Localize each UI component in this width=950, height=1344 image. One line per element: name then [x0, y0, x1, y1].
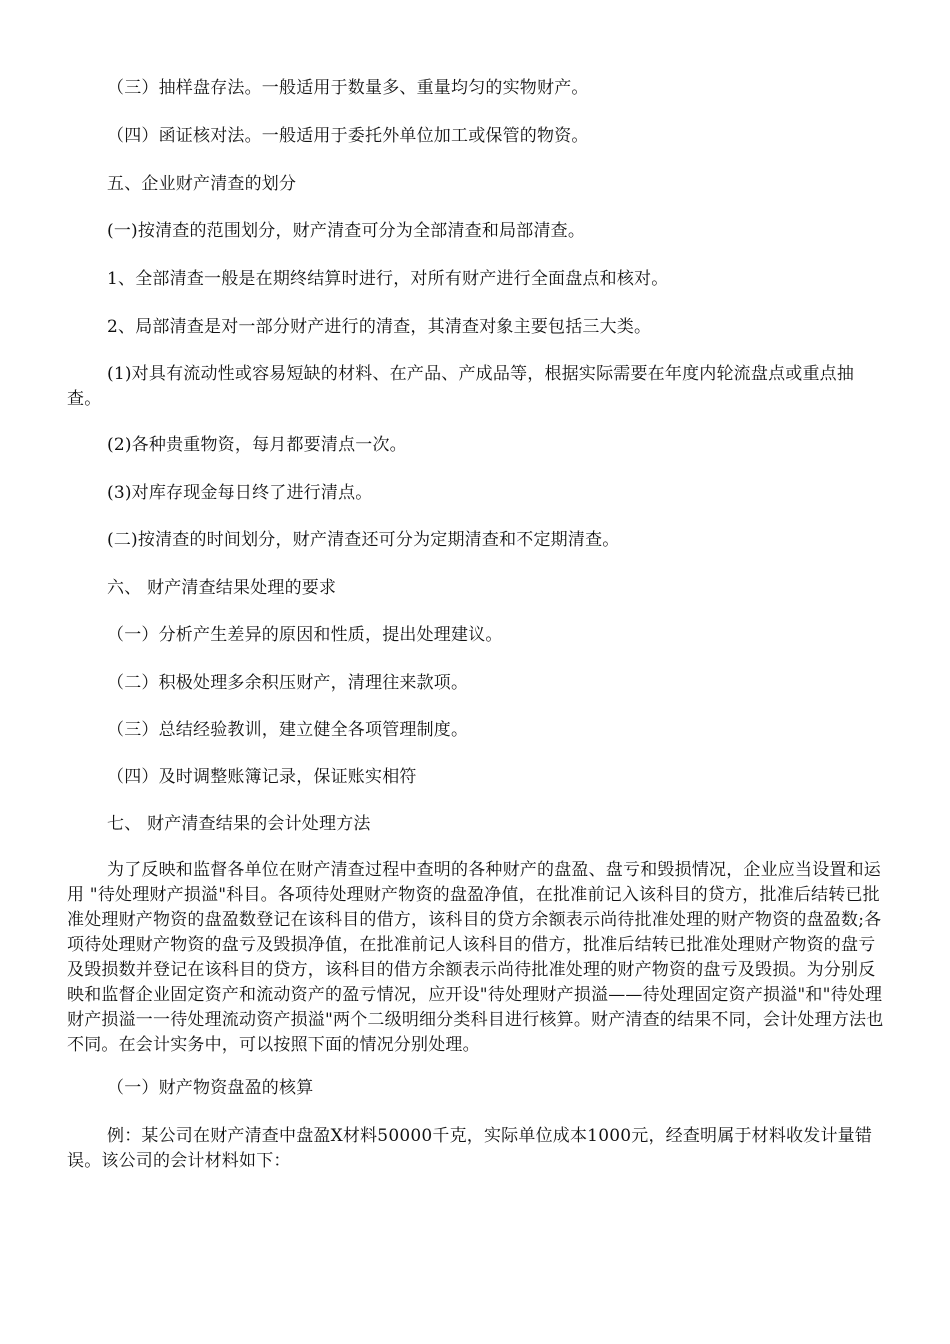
paragraph: （四）及时调整账簿记录，保证账实相符: [107, 767, 417, 787]
paragraph: (2)各种贵重物资，每月都要清点一次。: [107, 435, 407, 455]
paragraph: 为了反映和监督各单位在财产清查过程中查明的各种财产的盘盈、盘亏和毁损情况，企业应当设置和运用 "待处理财产损溢"科目。各项待处理财产物资的盘盈净值，在批准前记入该科目的贷方，批准后结转已批准处理财产物资的盘盈数登记在该科目的借方，该科目的贷方余额表示尚待批准处理的财产物资的盘盈数;各项待处理财产物资的盘亏及毁损净值，在批准前记人该科目的借方，批准后结转已批准处理财产物资的盘亏及毁损数并登记在该科目的贷方，该科目的借方余额表示尚待批准处理的财产物资的盘亏及毁损。为分别反映和监督企业固定资产和流动资产的盈亏情况，应开设"待处理财产损溢——待处理固定资产损溢"和"待处理财产损溢一一待处理流动资产损溢"两个二级明细分类科目进行核算。财产清查的结果不同，会计处理方法也不同。在会计实务中，可以按照下面的情况分别处理。: [67, 860, 884, 1055]
paragraph: （四）函证核对法。一般适用于委托外单位加工或保管的物资。: [107, 126, 589, 146]
paragraph: 2、局部清查是对一部分财产进行的清查，其清查对象主要包括三大类。: [107, 317, 652, 337]
section-heading: 六、 财产清查结果处理的要求: [107, 578, 337, 598]
paragraph: 例：某公司在财产清查中盘盈X材料50000千克，实际单位成本1000元，经查明属于材料收发计量错误。该公司的会计材料如下：: [67, 1126, 873, 1171]
paragraph: (一)按清查的范围划分，财产清查可分为全部清查和局部清查。: [107, 221, 586, 241]
paragraph: （一）财产物资盘盈的核算: [107, 1078, 314, 1098]
paragraph: （二）积极处理多余积压财产，清理往来款项。: [107, 673, 469, 693]
section-heading: 五、企业财产清查的划分: [107, 174, 297, 194]
paragraph: (1)对具有流动性或容易短缺的材料、在产品、产成品等，根据实际需要在年度内轮流盘点或重点抽查。: [67, 364, 855, 409]
paragraph: (3)对库存现金每日终了进行清点。: [107, 483, 373, 503]
paragraph: （三）抽样盘存法。一般适用于数量多、重量均匀的实物财产。: [107, 78, 589, 98]
paragraph: （一）分析产生差异的原因和性质，提出处理建议。: [107, 625, 503, 645]
paragraph: 1、全部清查一般是在期终结算时进行，对所有财产进行全面盘点和核对。: [107, 269, 669, 289]
paragraph: （三）总结经验教训，建立健全各项管理制度。: [107, 720, 469, 740]
paragraph: (二)按清查的时间划分，财产清查还可分为定期清查和不定期清查。: [107, 530, 620, 550]
section-heading: 七、 财产清查结果的会计处理方法: [107, 814, 371, 834]
